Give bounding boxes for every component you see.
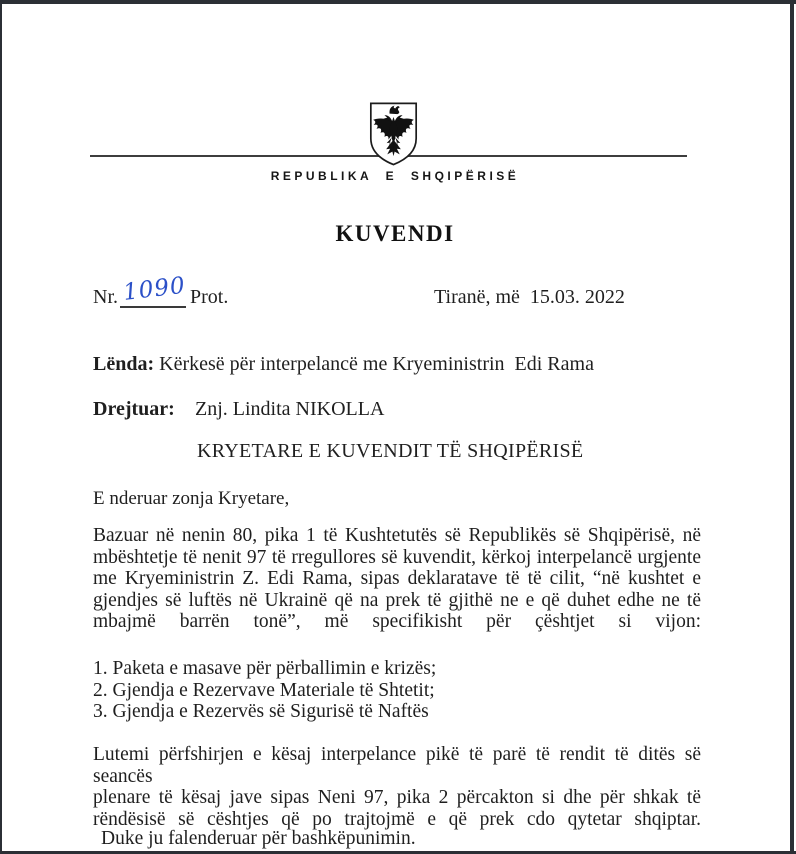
paragraph-1 [93,525,701,633]
scan-border-right [790,0,794,854]
greeting: E nderuar zonja Kryetare, [93,488,290,509]
paragraph-2-line: rëndësisë së cështjes që po trajtojmë e që prek cdo qytetar shqiptar. [93,808,701,830]
addressee-name: Znj. Lindita NIKOLLA [195,398,385,420]
protocol-number-handwritten: 1090 [121,272,188,306]
addressee-row [93,398,733,421]
albanian-eagle-emblem-icon [365,100,422,168]
protocol-date-row [93,272,701,309]
paragraph-1-line: me Kryeministrin Z. Edi Rama, sipas deklaratave të të cilit, “në kushtet e [93,568,701,589]
protocol-number-label: Nr. [93,286,118,308]
subject-row [93,353,733,376]
paragraph-1-line: gjendjes së luftës në Ukrainë që na prek të gjithë ne e që duhet edhe ne të [93,589,701,611]
list-item: 2. Gjendja e Rezervave Materiale të Shtetit; [93,679,435,701]
paragraph-1-line: mbajmë barrën tonë”, më specifikisht për çështjet si vijon: [93,611,701,632]
subject-label: Lënda: [93,353,155,375]
protocol-label: Prot. [190,286,229,308]
paragraph-1-line: mbështetje të nenit 97 të rregullores së kuvendit, kërkoj interpelancë urgjente [93,546,701,568]
paragraph-1-line: Bazuar në nenin 80, pika 1 të Kushtetutës së Republikës së Shqipërisë, në [93,525,701,546]
list-item: 1. Paketa e masave për përballimin e krizës; [93,658,437,679]
paragraph-2 [93,744,701,830]
subject-text: Kërkesë për interpelancë me Kryeministrin Edi Rama [154,353,594,375]
paragraph-2-line: Lutemi përfshirjen e kësaj interpelance pikë të parë të rendit të ditës së seancës [93,744,701,787]
list-item: 3. Gjendja e Rezervës së Sigurisë të Naftës [93,701,429,722]
protocol-number-line [120,272,188,308]
paragraph-2-line: plenare të kësaj jave sipas Neni 97, pika 2 përcakton si dhe për shkak të [93,787,701,808]
republic-name: REPUBLIKA E SHQIPËRISË [270,169,520,183]
institution-name: KUVENDI [335,221,455,246]
closing-line: Duke ju falenderuar për bashkëpunimin. [101,828,416,849]
issues-list [93,658,701,723]
scan-border-left [0,0,2,854]
scan-border-top [0,0,796,4]
addressee-label: Drejtuar: [93,398,175,420]
addressee-title: KRYETARE E KUVENDIT TË SHQIPËRISË [197,440,584,462]
date-line: Tiranë, më 15.03. 2022 [434,286,625,308]
